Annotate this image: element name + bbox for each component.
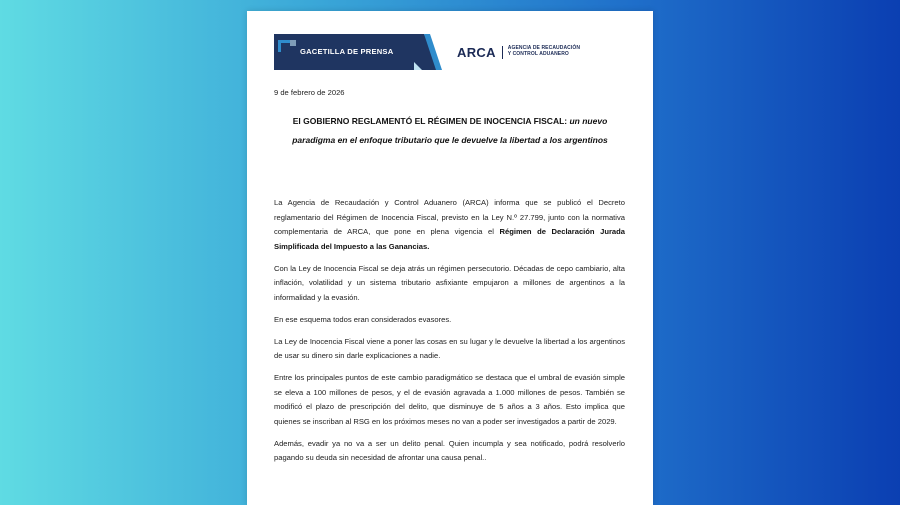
paragraph-1	[274, 196, 625, 254]
headline	[274, 112, 626, 150]
paragraph-4: La Ley de Inocencia Fiscal viene a poner las cosas en su lugar y le devuelve la libertad a los argentinos de usar su dinero sin darle explicaciones a nadie.	[274, 336, 625, 360]
paragraph-1-bold: Régimen de Declaración Jurada Simplificada del Impuesto a las Ganancias.	[274, 227, 626, 251]
press-release-page	[247, 11, 653, 505]
logo-subtitle-line1: AGENCIA DE RECAUDACIÓN	[507, 45, 581, 52]
paragraph-6: Además, evadir ya no va a ser un delito penal. Quien incumpla y sea notificado, podrá resolverlo pagando su deuda sin necesidad de afrontar una causa penal..	[274, 438, 625, 462]
logo-subtitle-line2: Y CONTROL ADUANERO	[507, 51, 569, 57]
logo-name: ARCA	[457, 44, 496, 60]
paragraph-1-text: La Agencia de Recaudación y Control Aduanero (ARCA) informa que se publicó el Decreto reglamentario del Régimen de Inocencia Fiscal, previsto en la Ley N.º 27.799, junto con la normativa complementaria de ARCA, que pone en plena vigencia el	[274, 198, 625, 236]
paragraph-2: Con la Ley de Inocencia Fiscal se deja atrás un régimen persecutorio. Décadas de cepo cambiario, alta inflación, volatilidad y un sistema tributario asfixiante empujaron a millones de argentinos a la informalidad y la evasión.	[274, 263, 625, 302]
press-release-banner	[274, 34, 442, 70]
arca-logo	[457, 44, 580, 60]
banner-label: GACETILLA DE PRENSA	[300, 47, 394, 56]
paragraph-3: En ese esquema todos eran considerados evasores.	[274, 314, 452, 324]
release-date: 9 de febrero de 2026	[274, 88, 345, 97]
paragraph-5: Entre los principales puntos de este cambio paradigmático se destaca que el umbral de evasión simple se eleva a 100 millones de pesos, y el de evasión agravada a 1.000 millones de pesos. También se modificó el plazo de prescripción del delito, que disminuye de 5 años a 3 años. Esto implica que quienes se inscriban al RSG en los próximos meses no van a poder ser investigados a partir de 2029.	[274, 373, 625, 426]
release-body	[274, 196, 625, 473]
logo-divider	[502, 46, 503, 59]
headline-italic: un nuevo paradigma en el enfoque tributario que le devuelve la libertad a los argentinos	[292, 116, 608, 145]
headline-bold: El GOBIERNO REGLAMENTÓ EL RÉGIMEN DE INOCENCIA FISCAL:	[292, 116, 568, 126]
logo-subtitle	[508, 46, 580, 57]
